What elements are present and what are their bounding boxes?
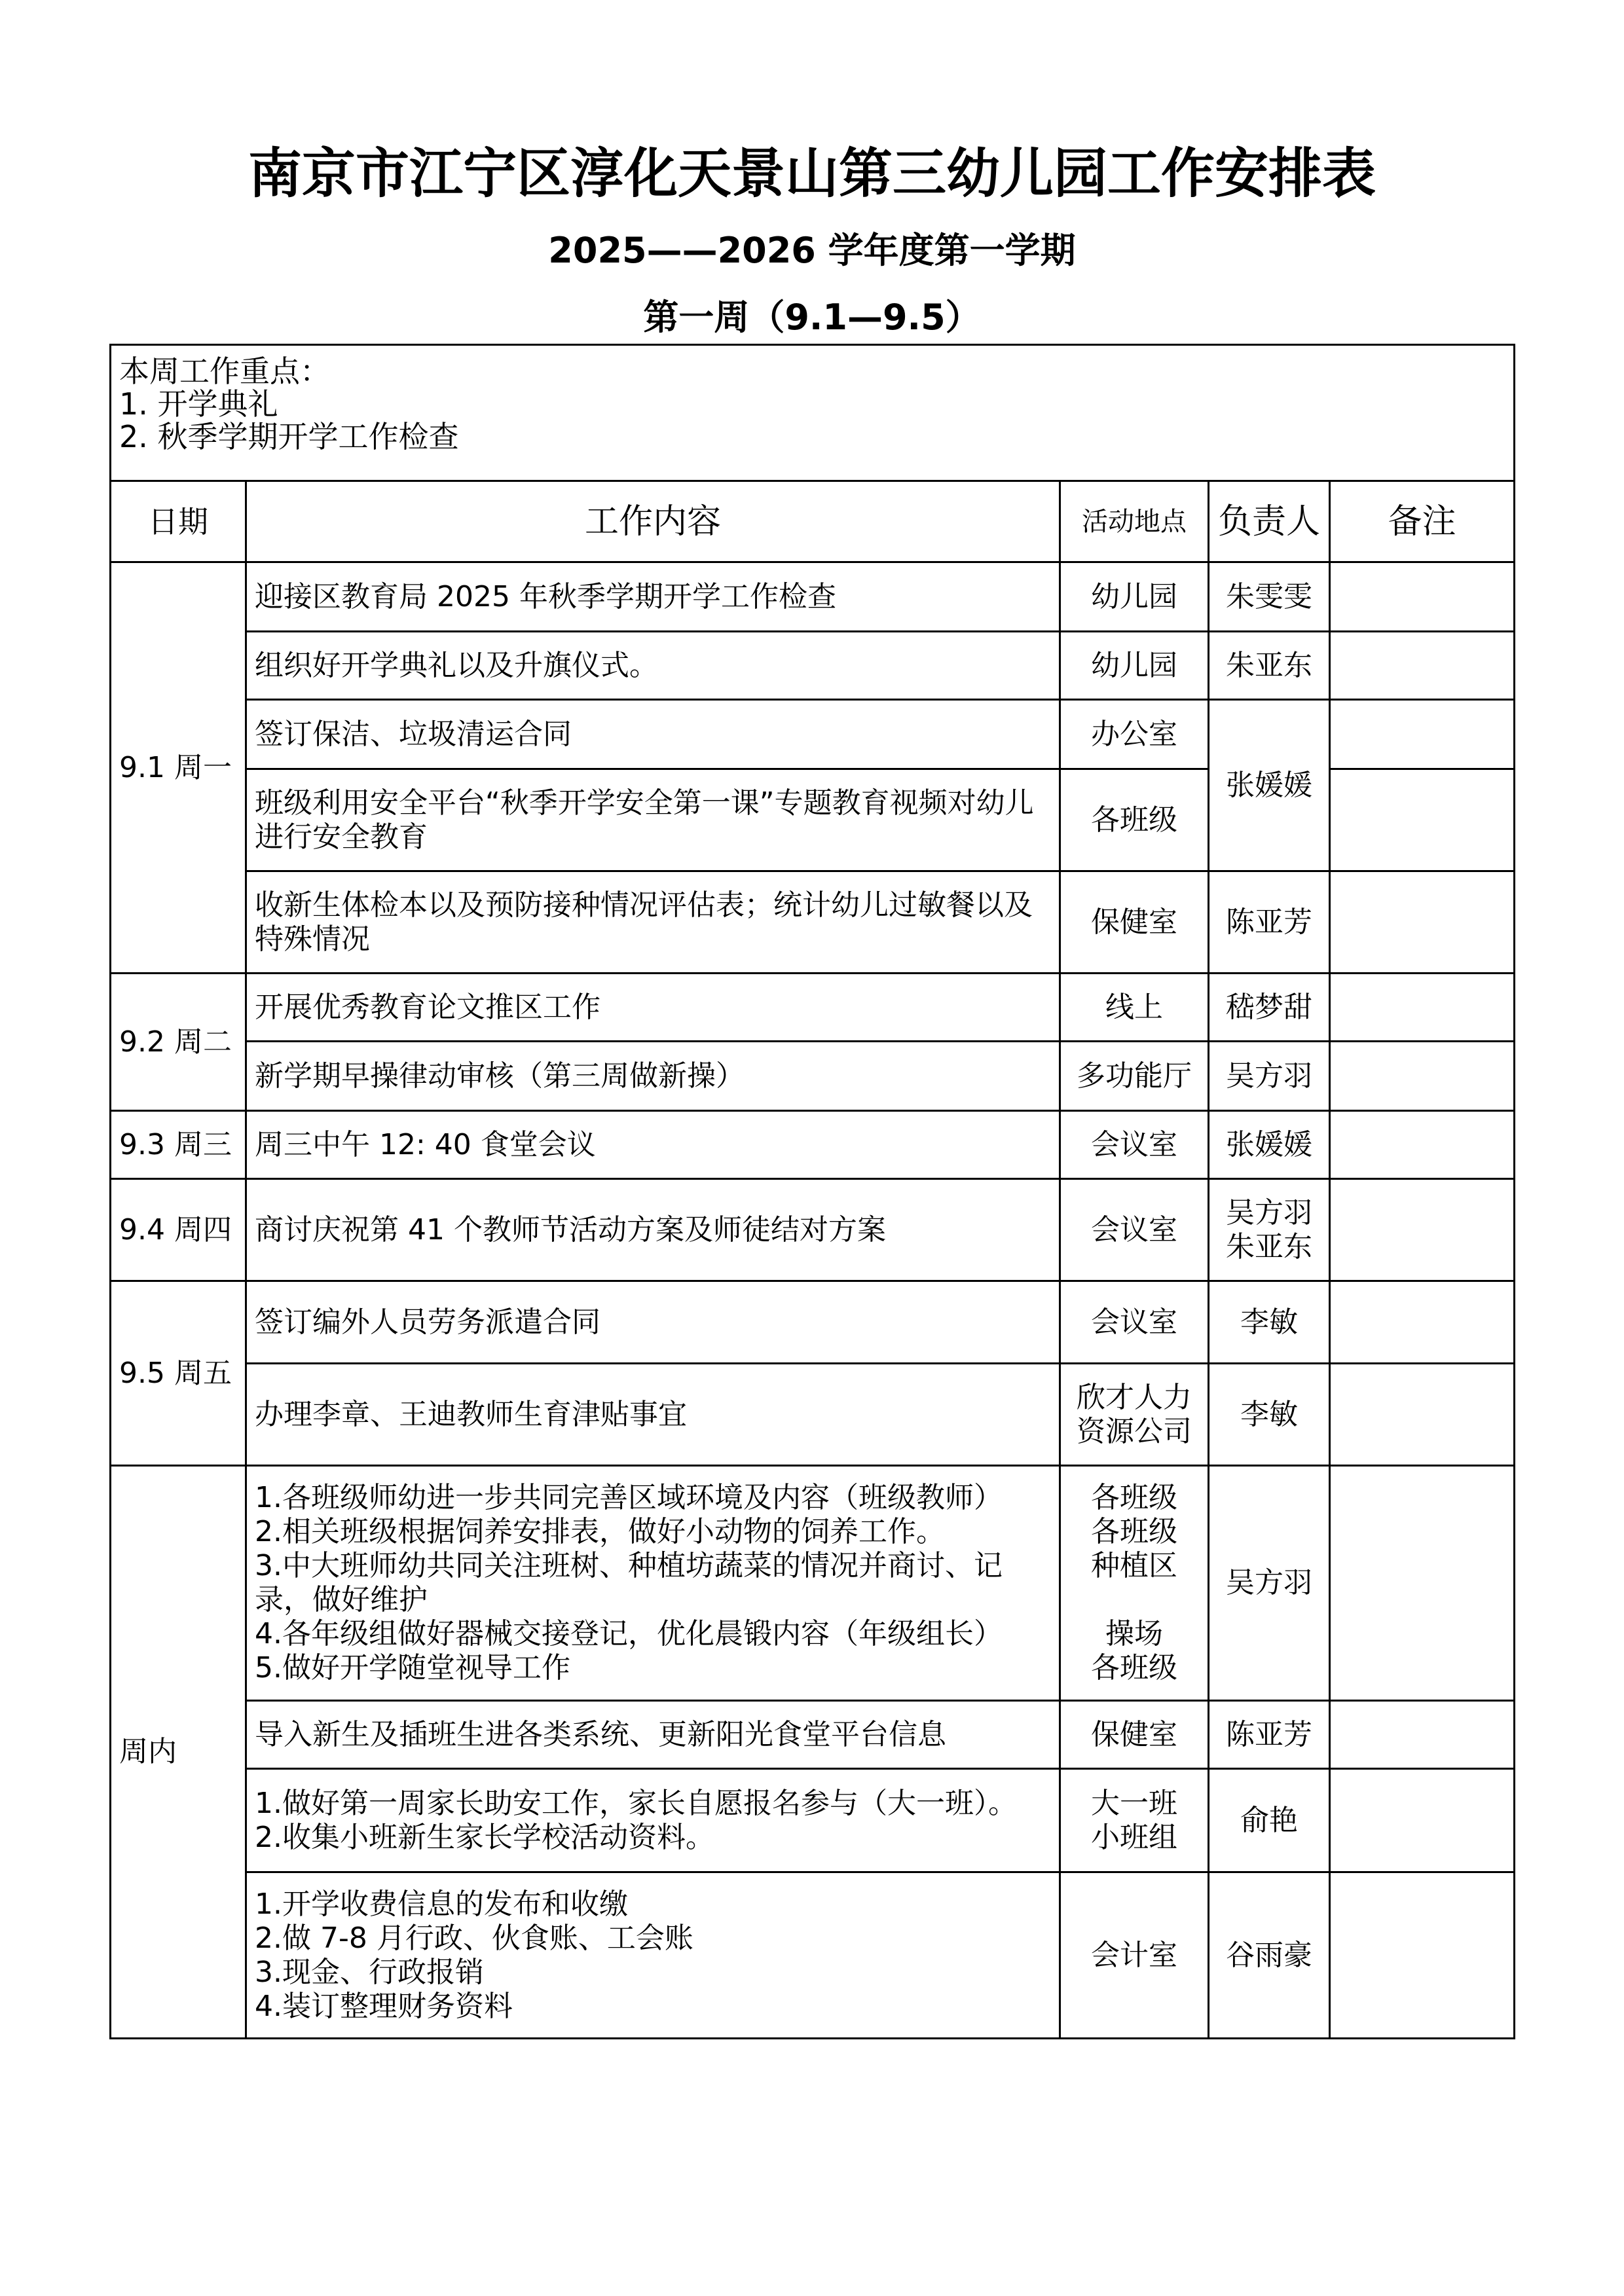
table-row (111, 1769, 1515, 1872)
remark-cell (1330, 632, 1515, 700)
remark-cell (1330, 974, 1515, 1042)
focus-item: 1. 开学典礼 (119, 386, 278, 422)
person-cell: 张媛媛 (1209, 1111, 1330, 1179)
location-cell: 办公室 (1060, 700, 1209, 769)
remark-cell (1330, 1111, 1515, 1179)
focus-heading: 本周工作重点： (119, 354, 330, 389)
week-label: 第一周（9.1—9.5） (643, 297, 981, 338)
document-subtitle: 2025——2026 学年度第一学期 (548, 230, 1076, 271)
table-row (111, 1466, 1515, 1701)
location-cell: 幼儿园 (1060, 562, 1209, 632)
person-cell: 张媛媛 (1209, 700, 1330, 871)
header-location: 活动地点 (1060, 481, 1209, 562)
date-cell: 9.5 周五 (111, 1281, 246, 1466)
table-row (111, 632, 1515, 700)
remark-cell (1330, 1179, 1515, 1281)
person-cell: 吴方羽 朱亚东 (1209, 1179, 1330, 1281)
location-cell: 幼儿园 (1060, 632, 1209, 700)
table-row (111, 562, 1515, 632)
table-row (111, 1111, 1515, 1179)
person-cell: 陈亚芳 (1209, 1701, 1330, 1769)
location-cell: 大一班 小班组 (1060, 1769, 1209, 1872)
person-cell: 吴方羽 (1209, 1466, 1330, 1701)
table-row (111, 871, 1515, 974)
table-row (111, 1179, 1515, 1281)
week-focus (111, 345, 1515, 481)
work-content: 收新生体检本以及预防接种情况评估表；统计幼儿过敏餐以及特殊情况 (246, 871, 1060, 974)
work-content: 新学期早操律动审核（第三周做新操） (246, 1042, 1060, 1111)
remark-cell (1330, 1872, 1515, 2039)
location-cell: 欣才人力 资源公司 (1060, 1364, 1209, 1466)
location-cell: 会议室 (1060, 1281, 1209, 1364)
work-content: 1.开学收费信息的发布和收缴 2.做 7-8 月行政、伙食账、工会账 3.现金、行政报销 4.装订整理财务资料 (246, 1872, 1060, 2039)
table-row (111, 1281, 1515, 1364)
remark-cell (1330, 769, 1515, 871)
date-cell: 周内 (111, 1466, 246, 2039)
location-cell: 会计室 (1060, 1872, 1209, 2039)
work-content: 导入新生及插班生进各类系统、更新阳光食堂平台信息 (246, 1701, 1060, 1769)
remark-cell (1330, 1281, 1515, 1364)
person-cell: 谷雨豪 (1209, 1872, 1330, 2039)
remark-cell (1330, 562, 1515, 632)
header-remark: 备注 (1330, 481, 1515, 562)
location-cell: 保健室 (1060, 871, 1209, 974)
table-row (111, 1042, 1515, 1111)
remark-cell (1330, 1769, 1515, 1872)
remark-cell (1330, 700, 1515, 769)
focus-item: 2. 秋季学期开学工作检查 (119, 419, 459, 454)
table-row (111, 700, 1515, 769)
person-cell: 陈亚芳 (1209, 871, 1330, 974)
person-cell: 嵇梦甜 (1209, 974, 1330, 1042)
remark-cell (1330, 1466, 1515, 1701)
header-date: 日期 (111, 481, 246, 562)
work-content: 签订保洁、垃圾清运合同 (246, 700, 1060, 769)
person-cell: 朱亚东 (1209, 632, 1330, 700)
table-row (111, 1701, 1515, 1769)
person-cell: 李敏 (1209, 1281, 1330, 1364)
work-content: 周三中午 12: 40 食堂会议 (246, 1111, 1060, 1179)
header-row (111, 481, 1515, 562)
table-row (111, 1364, 1515, 1466)
work-content: 组织好开学典礼以及升旗仪式。 (246, 632, 1060, 700)
date-cell: 9.1 周一 (111, 562, 246, 974)
location-cell: 多功能厅 (1060, 1042, 1209, 1111)
document-title: 南京市江宁区淳化天景山第三幼儿园工作安排表 (248, 143, 1376, 205)
person-cell: 朱雯雯 (1209, 562, 1330, 632)
table-row (111, 1872, 1515, 2039)
work-content: 签订编外人员劳务派遣合同 (246, 1281, 1060, 1364)
person-cell: 李敏 (1209, 1364, 1330, 1466)
remark-cell (1330, 1042, 1515, 1111)
location-cell: 保健室 (1060, 1701, 1209, 1769)
date-cell: 9.4 周四 (111, 1179, 246, 1281)
work-content: 办理李章、王迪教师生育津贴事宜 (246, 1364, 1060, 1466)
work-content: 1.各班级师幼进一步共同完善区域环境及内容（班级教师） 2.相关班级根据饲养安排表，做好小动物的饲养工作。 3.中大班师幼共同关注班树、种植坊蔬菜的情况并商讨、记录，做好维护 4.各年级组做好器械交接登记，优化晨锻内容（年级组长） 5.做好开学随堂视导工作 (246, 1466, 1060, 1701)
header-person: 负责人 (1209, 481, 1330, 562)
schedule-table (109, 344, 1515, 2039)
header-content: 工作内容 (246, 481, 1060, 562)
date-cell: 9.3 周三 (111, 1111, 246, 1179)
work-content: 班级利用安全平台“秋季开学安全第一课”专题教育视频对幼儿进行安全教育 (246, 769, 1060, 871)
location-cell: 各班级 各班级 种植区 操场 各班级 (1060, 1466, 1209, 1701)
work-content: 迎接区教育局 2025 年秋季学期开学工作检查 (246, 562, 1060, 632)
focus-row (111, 345, 1515, 481)
work-content: 商讨庆祝第 41 个教师节活动方案及师徒结对方案 (246, 1179, 1060, 1281)
person-cell: 俞艳 (1209, 1769, 1330, 1872)
location-cell: 各班级 (1060, 769, 1209, 871)
remark-cell (1330, 1364, 1515, 1466)
location-cell: 会议室 (1060, 1179, 1209, 1281)
location-cell: 会议室 (1060, 1111, 1209, 1179)
remark-cell (1330, 871, 1515, 974)
table-row (111, 974, 1515, 1042)
work-content: 1.做好第一周家长助安工作，家长自愿报名参与（大一班）。 2.收集小班新生家长学校活动资料。 (246, 1769, 1060, 1872)
date-cell: 9.2 周二 (111, 974, 246, 1111)
work-content: 开展优秀教育论文推区工作 (246, 974, 1060, 1042)
remark-cell (1330, 1701, 1515, 1769)
location-cell: 线上 (1060, 974, 1209, 1042)
person-cell: 吴方羽 (1209, 1042, 1330, 1111)
